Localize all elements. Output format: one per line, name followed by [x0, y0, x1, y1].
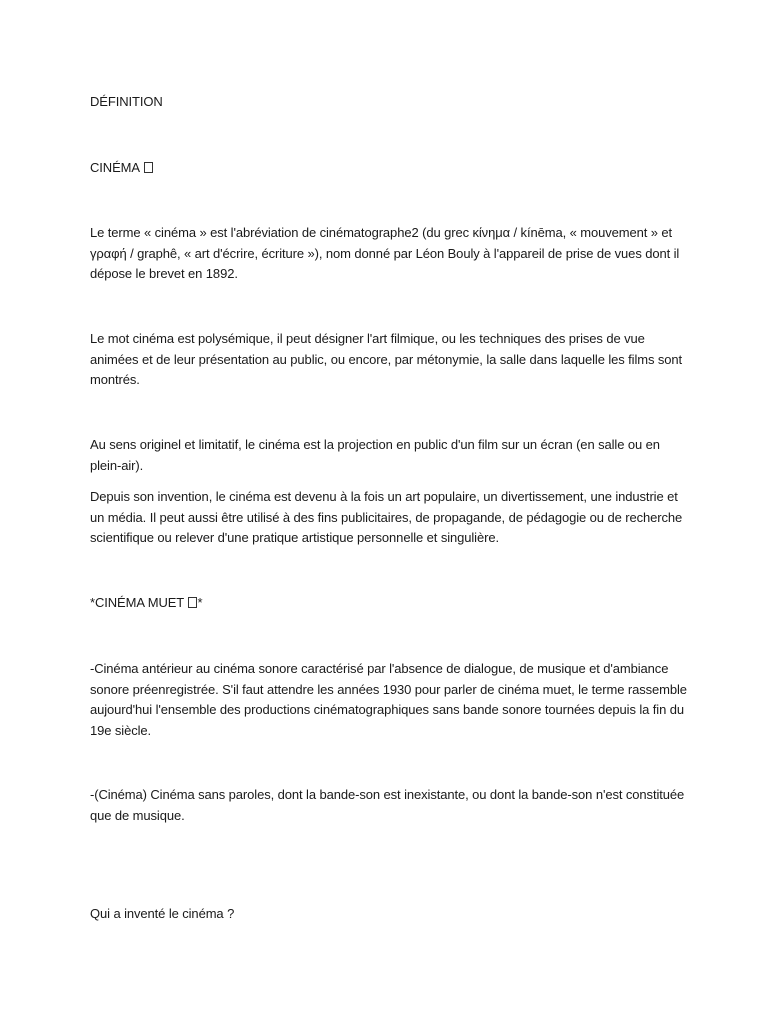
paragraph-invention: Depuis son invention, le cinéma est devenu à la fois un art populaire, un divertissement, une industrie et un média. Il peut aussi être utilisé à des fins publicitaires, de propagande, de pédagogie ou de recherche scientifique ou relever d'une pratique artistique personnelle et singulière.: [90, 489, 683, 545]
cinema-heading-text: CINÉMA: [90, 160, 140, 175]
paragraph-silent-cinema: -Cinéma antérieur au cinéma sonore caractérisé par l'absence de dialogue, de musique et d'ambiance sonore préenregistrée. S'il faut attendre les années 1930 pour parler de cinéma muet, le terme rassemble aujourd'hui l'ensemble des productions cinématographiques sans bande sonore tournées depuis la fin du 19e siècle.: [90, 661, 687, 738]
paragraph-no-dialogue: -(Cinéma) Cinéma sans paroles, dont la bande-son est inexistante, ou dont la bande-son n'est constituée que de musique.: [90, 787, 685, 823]
muet-heading-suffix: *: [197, 595, 203, 610]
paragraph-polysemy: Le mot cinéma est polysémique, il peut désigner l'art filmique, ou les techniques des prises de vue animées et de leur présentation au public, ou encore, par métonymie, la salle dans laquelle les films sont montrés.: [90, 331, 683, 387]
definition-heading: DÉFINITION: [90, 94, 163, 109]
paragraph-etymology: Le terme « cinéma » est l'abréviation de cinématographe2 (du grec κίνημα / kínēma, « mouvement » et γραφή / graphê, « art d'écrire, écriture »), nom donné par Léon Bouly à l'appareil de prise de vues dont il dépose le brevet en 1892.: [90, 225, 680, 281]
question-inventor: Qui a inventé le cinéma ?: [90, 906, 235, 921]
paragraph-original-sense: Au sens originel et limitatif, le cinéma est la projection en public d'un film sur un écran (en salle ou en plein-air).: [90, 437, 660, 473]
cinema-heading: [90, 158, 690, 179]
muet-heading-prefix: *CINÉMA MUET: [90, 595, 184, 610]
missing-glyph-icon: [144, 162, 153, 173]
muet-heading: [90, 593, 690, 614]
